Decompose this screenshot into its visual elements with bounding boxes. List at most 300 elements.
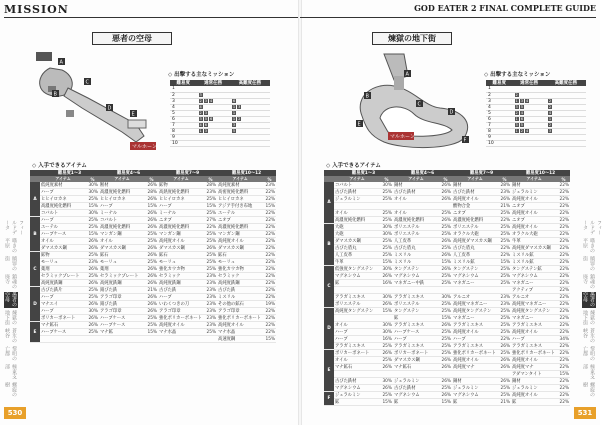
item-name: アラガミエキス: [393, 294, 439, 301]
mission-level: 5: [170, 110, 197, 116]
item-rate: 15%: [557, 371, 570, 378]
item-rate: 30%: [439, 294, 452, 301]
mission-col-hard: 高難度任務: [230, 80, 270, 86]
item-name: いわくつきの刀: [158, 301, 204, 308]
item-rate: 25%: [380, 245, 393, 252]
item-rate: 26%: [145, 301, 158, 308]
items-subheader: [324, 176, 570, 182]
item-name: 断材: [99, 182, 145, 189]
item-name: 高純度オイル: [511, 196, 557, 203]
item-name: 銅材: [452, 378, 498, 385]
mission-badge: 4: [520, 110, 523, 115]
item-rate: 22%: [557, 189, 570, 196]
item-name: アラガミエキス: [511, 322, 557, 329]
row-group-label: A: [30, 182, 40, 217]
map-point-f-label: F: [463, 137, 467, 144]
item-rate: 22%: [557, 322, 570, 329]
item-rate: 26%: [439, 217, 452, 224]
mission-badge: 3: [204, 98, 207, 103]
item-rate: 25%: [498, 308, 511, 315]
row-group-label: B: [324, 224, 334, 266]
item-name: ミスリル: [393, 252, 439, 259]
row-group-label: E: [30, 322, 40, 343]
item-name: ハーブ: [393, 336, 439, 343]
item-row: [324, 245, 570, 252]
map-start-label: マルホーン: [132, 144, 157, 150]
item-name: ポリエステル: [334, 301, 380, 308]
item-rate: 25%: [86, 287, 99, 294]
item-rate: 22%: [263, 294, 276, 301]
item-row: [324, 315, 570, 322]
item-name: アラゴ印章: [217, 308, 263, 315]
item-rate: 25%: [380, 189, 393, 196]
item-rate: 22%: [204, 224, 217, 231]
mission-level: 3: [486, 98, 513, 104]
item-rate: 25%: [380, 196, 393, 203]
item-rate: 22%: [557, 231, 570, 238]
mission-badge: 1: [232, 104, 236, 109]
mission-badge: 2: [548, 122, 552, 127]
item-rate: 15%: [439, 259, 452, 266]
header-title-left: MISSION: [4, 3, 69, 16]
subheader-item: アイテム: [334, 176, 380, 182]
mission-normal: [513, 140, 546, 146]
mission-badge: 6: [204, 122, 207, 127]
mission-level: 6: [170, 116, 197, 122]
item-name: ハーブケース: [99, 315, 145, 322]
mission-badge: 5: [204, 116, 207, 121]
mission-level: 8: [486, 128, 513, 134]
item-rate: 23%: [263, 182, 276, 189]
item-name: ダマスカス鋼: [99, 245, 145, 252]
item-rate: 22%: [498, 336, 511, 343]
item-name: マグネシウム: [511, 273, 557, 280]
item-name: 高純度鉄鋼: [158, 280, 204, 287]
item-name: ミスリル鉱: [511, 259, 557, 266]
item-name: 高純度オイル: [452, 196, 498, 203]
item-rate: 26%: [380, 350, 393, 357]
item-rate: 22%: [557, 315, 570, 322]
page-number: 530: [4, 407, 26, 419]
item-rate: 22%: [557, 280, 570, 287]
item-rate: [439, 371, 452, 378]
item-name: 高純度マネガニー: [452, 301, 498, 308]
item-name: ミーナル: [158, 210, 204, 217]
page-number: 531: [574, 407, 596, 419]
item-rate: 25%: [145, 231, 158, 238]
item-rate: 26%: [86, 301, 99, 308]
item-rate: 22%: [557, 238, 570, 245]
item-rate: 22%: [557, 357, 570, 364]
mission-badge: 6: [520, 116, 523, 121]
item-rate: 25%: [204, 252, 217, 259]
item-rate: 25%: [204, 210, 217, 217]
item-name: 古びた鉄: [158, 287, 204, 294]
item-rate: 15%: [86, 203, 99, 210]
side-index-label: 煉獄の地下街: [4, 310, 17, 325]
item-rate: 26%: [439, 392, 452, 399]
item-rate: 22%: [263, 217, 276, 224]
item-name: マナ鉱石: [393, 364, 439, 371]
item-name: オイル: [334, 322, 380, 329]
item-rate: 26%: [439, 189, 452, 196]
item-rate: 22%: [263, 196, 276, 203]
item-rate: 25%: [439, 210, 452, 217]
item-rate: 23%: [204, 322, 217, 329]
side-index-label: 蒼氷の峡谷: [582, 328, 595, 343]
item-name: 銅材: [393, 182, 439, 189]
item-name: ハーブケース: [40, 231, 86, 238]
item-name: ジュラルミン: [334, 392, 380, 399]
map-point-b-label: B: [365, 93, 369, 100]
item-name: 人工皮革: [334, 252, 380, 259]
item-rate: 22%: [557, 273, 570, 280]
item-row: [30, 322, 276, 329]
missions-body: [486, 86, 586, 146]
item-rate: 25%: [498, 224, 511, 231]
item-rate: 30%: [380, 294, 393, 301]
item-rate: 15%: [380, 259, 393, 266]
item-rate: 22%: [557, 224, 570, 231]
item-name: [40, 336, 86, 343]
item-name: ジュラルミン: [452, 385, 498, 392]
row-group-label: B: [30, 217, 40, 252]
item-rate: 26%: [439, 252, 452, 259]
item-name: 酸物合金: [452, 203, 498, 210]
item-name: マナエイ: [40, 301, 86, 308]
item-name: マナ水晶: [158, 329, 204, 336]
item-rate: [86, 336, 99, 343]
item-name: 高濃度純化燃料: [99, 189, 145, 196]
item-rate: 26%: [86, 280, 99, 287]
item-rate: [204, 336, 217, 343]
item-name: ハーブ: [158, 203, 204, 210]
item-rate: 22%: [263, 322, 276, 329]
item-name: 古びた盾丸: [334, 245, 380, 252]
item-row: [30, 217, 276, 224]
item-rate: 25%: [498, 329, 511, 336]
item-name: ジュラルミン: [511, 385, 557, 392]
item-rate: 30%: [86, 210, 99, 217]
item-row: [30, 301, 276, 308]
item-row: [324, 287, 570, 294]
item-name: コバルト: [334, 182, 380, 189]
item-rate: 25%: [204, 231, 217, 238]
item-rate: 23%: [204, 308, 217, 315]
item-rate: 22%: [557, 245, 570, 252]
item-name: 高純度オイル: [158, 238, 204, 245]
item-name: 高純度オイル: [217, 238, 263, 245]
item-name: 高純度鉄鋼: [40, 280, 86, 287]
item-name: 古びた鉄材: [452, 189, 498, 196]
item-name: アラゴ印章: [99, 294, 145, 301]
item-name: 鉱: [393, 399, 439, 406]
item-name: アラガミエキス: [393, 343, 439, 350]
side-index-label: 黎明の亡都: [4, 346, 17, 361]
item-name: オイル: [99, 238, 145, 245]
item-name: ミーナル: [99, 210, 145, 217]
item-name: 薬剤: [40, 266, 86, 273]
item-name: ポリカーボネート: [334, 350, 380, 357]
item-rate: 23%: [204, 273, 217, 280]
item-row: [30, 336, 276, 343]
item-rate: 26%: [86, 315, 99, 322]
item-rate: 26%: [498, 196, 511, 203]
item-name: ニオブ: [452, 210, 498, 217]
item-row: [324, 357, 570, 364]
item-rate: 16%: [380, 280, 393, 287]
item-name: 高純度オイル: [217, 322, 263, 329]
item-rate: 21%: [145, 287, 158, 294]
item-rate: 22%: [557, 294, 570, 301]
mission-row: [170, 140, 270, 146]
item-rate: 26%: [498, 357, 511, 364]
item-name: アダマンタイト: [511, 371, 557, 378]
item-rate: 26%: [439, 357, 452, 364]
area-map: [26, 46, 166, 158]
mission-badge: 2: [515, 110, 518, 115]
item-rate: [380, 371, 393, 378]
item-rate: 22%: [263, 245, 276, 252]
item-name: 高純度素材: [217, 182, 263, 189]
item-name: 鉱石: [217, 252, 263, 259]
row-group-label: E: [324, 350, 334, 392]
mission-badge: 3: [548, 128, 552, 133]
item-rate: 25%: [380, 238, 393, 245]
item-name: ヒヒイロカネ: [158, 196, 204, 203]
item-rate: 26%: [86, 322, 99, 329]
item-row: [324, 329, 570, 336]
item-row: [30, 287, 276, 294]
item-rate: 25%: [86, 273, 99, 280]
item-rate: 25%: [204, 266, 217, 273]
item-rate: 22%: [557, 287, 570, 294]
item-name: ニオブ: [511, 217, 557, 224]
area-title: 煉獄の地下街: [372, 32, 452, 45]
item-rate: [439, 203, 452, 210]
item-name: アラゴ印章: [158, 308, 204, 315]
item-rate: 25%: [498, 231, 511, 238]
side-index-label: 極東支部: [4, 364, 17, 379]
mission-level: 10: [170, 140, 197, 146]
side-index-label: 黎明の亡都: [582, 346, 595, 361]
item-rate: 15%: [380, 399, 393, 406]
mission-badge: 3: [199, 92, 202, 97]
item-name: マナ鉱石: [40, 322, 86, 329]
item-rate: 26%: [145, 273, 158, 280]
row-group-label: C: [324, 266, 334, 308]
item-name: ダマスカス鋼: [334, 238, 380, 245]
item-rate: [380, 203, 393, 210]
item-rate: 26%: [439, 182, 452, 189]
item-rate: 26%: [145, 308, 158, 315]
item-rate: 26%: [145, 266, 158, 273]
mission-level: 2: [486, 92, 513, 98]
item-name: 大砲: [334, 224, 380, 231]
item-name: ハーブ: [511, 336, 557, 343]
mission-level: 1: [486, 86, 513, 92]
item-rate: 21%: [498, 203, 511, 210]
side-index: [4, 220, 24, 400]
item-name: マネガニー: [511, 315, 557, 322]
item-name: アラガミエキス: [511, 343, 557, 350]
item-rate: 26%: [380, 301, 393, 308]
item-rate: 30%: [380, 182, 393, 189]
mission-badge: 4: [199, 104, 202, 109]
item-rate: 26%: [86, 245, 99, 252]
item-name: 薬剤: [99, 266, 145, 273]
item-name: マグネシウム: [393, 273, 439, 280]
item-row: [324, 336, 570, 343]
item-rate: 22%: [557, 350, 570, 357]
item-rate: 25%: [204, 259, 217, 266]
item-name: 銅材: [452, 182, 498, 189]
item-rate: 26%: [145, 224, 158, 231]
item-rate: 22%: [557, 266, 570, 273]
item-rate: 22%: [263, 189, 276, 196]
side-index-label: 鎮魂の廃寺: [4, 274, 17, 289]
side-index-label: 贖罪の街: [582, 256, 595, 271]
mission-badge: 3: [238, 104, 241, 109]
item-name: ハーブ: [40, 294, 86, 301]
item-rate: 30%: [380, 231, 393, 238]
mission-row: [486, 140, 586, 146]
mission-badge: 1: [232, 116, 236, 121]
mission-badge: 1: [199, 128, 202, 133]
item-name: 人工皮革: [452, 252, 498, 259]
item-name: コバルト: [40, 210, 86, 217]
item-name: オイル: [393, 210, 439, 217]
item-rate: 30%: [380, 378, 393, 385]
item-name: [393, 371, 439, 378]
missions-heading-text: 出撃する主なミッション: [174, 72, 235, 78]
item-rate: 25%: [145, 315, 158, 322]
item-rate: 27%: [204, 217, 217, 224]
item-row: [30, 224, 276, 231]
group-1-3: 難易度1〜3: [334, 170, 393, 176]
item-rate: 30%: [86, 182, 99, 189]
item-row: [324, 322, 570, 329]
item-rate: 22%: [498, 252, 511, 259]
item-rate: 25%: [145, 238, 158, 245]
mission-level: 2: [170, 92, 197, 98]
item-name: ハーブケース: [393, 329, 439, 336]
item-name: 高純度オイル: [158, 322, 204, 329]
item-rate: 22%: [557, 308, 570, 315]
side-index-label: 愚者の空母: [4, 292, 17, 307]
mission-badge: 4: [209, 98, 213, 103]
item-name: 古びた鉄材: [393, 385, 439, 392]
item-name: 古びた鉄片: [40, 287, 86, 294]
side-index-label: 贖罪の街: [4, 256, 17, 271]
mission-col-lv: 難易度: [486, 80, 513, 86]
item-rate: 22%: [263, 238, 276, 245]
mission-badge: 4: [525, 128, 529, 133]
group-4-6: 難易度4〜6: [393, 170, 452, 176]
item-rate: 25%: [498, 210, 511, 217]
item-rate: 25%: [86, 224, 99, 231]
item-rate: 22%: [557, 329, 570, 336]
mission-badge: 2: [515, 92, 518, 97]
mission-level: 5: [486, 110, 513, 116]
item-rate: 15%: [145, 329, 158, 336]
item-rate: 25%: [439, 245, 452, 252]
mission-badge: 1: [515, 116, 518, 121]
item-name: 高純度マナ: [452, 364, 498, 371]
items-heading: ◇ 入手できるアイテム: [32, 163, 87, 169]
item-rate: 25%: [439, 329, 452, 336]
item-rate: 26%: [145, 217, 158, 224]
subheader-pct: %: [204, 176, 217, 182]
item-rate: 26%: [439, 238, 452, 245]
items-body: [324, 182, 570, 406]
item-row: [324, 399, 570, 406]
item-name: マネガニー: [452, 315, 498, 322]
mission-level: 7: [170, 122, 197, 128]
item-name: 高純度タングステン: [452, 308, 498, 315]
item-name: 高純度オイル: [511, 224, 557, 231]
mission-badge: 2: [520, 128, 523, 133]
item-rate: 26%: [380, 273, 393, 280]
item-name: 鉱: [511, 399, 557, 406]
item-name: アラガミエキス: [334, 294, 380, 301]
item-row: [30, 189, 276, 196]
item-row: [324, 266, 570, 273]
item-rate: 25%: [86, 294, 99, 301]
item-name: オラクル大砲: [452, 231, 498, 238]
item-row: [30, 308, 276, 315]
item-rate: 15%: [498, 259, 511, 266]
subheader-item: アイテム: [511, 176, 557, 182]
item-name: タングステン: [393, 308, 439, 315]
item-row: [30, 196, 276, 203]
item-name: ヒヒイロカネ: [99, 196, 145, 203]
item-name: マナ鉱: [99, 329, 145, 336]
subheader-item: アイテム: [452, 176, 498, 182]
item-name: その他の鉱石: [217, 301, 263, 308]
row-group-label: C: [30, 252, 40, 287]
items-table: [30, 170, 276, 343]
item-rate: 26%: [145, 245, 158, 252]
row-group-label: F: [324, 392, 334, 406]
item-rate: 22%: [557, 399, 570, 406]
item-name: モーリュ: [158, 259, 204, 266]
mission-col-lv: 難易度: [170, 80, 197, 86]
side-index: [582, 220, 602, 400]
item-rate: 26%: [380, 385, 393, 392]
item-name: セラミックプレート: [99, 273, 145, 280]
item-name: ダマスカス鋼: [393, 357, 439, 364]
item-name: 高純度オイル: [511, 392, 557, 399]
item-rate: 25%: [380, 343, 393, 350]
mission-badge: 6: [209, 116, 213, 121]
item-rate: 30%: [380, 322, 393, 329]
item-rate: 22%: [557, 343, 570, 350]
mission-level: 3: [170, 98, 197, 104]
item-rate: 26%: [204, 245, 217, 252]
item-rate: 22%: [557, 301, 570, 308]
item-name: 高純度オイル: [511, 210, 557, 217]
item-name: 高濃度純化燃料: [393, 217, 439, 224]
item-name: アジア手付き布地: [217, 203, 263, 210]
item-rate: 25%: [498, 273, 511, 280]
group-1-3: 難易度1〜3: [40, 170, 99, 176]
item-name: アラガミエキス: [334, 343, 380, 350]
missions-heading: ◇ 出撃する主なミッション: [168, 72, 235, 78]
item-rate: 22%: [498, 245, 511, 252]
item-name: 高濃度純化燃料: [40, 203, 86, 210]
item-name: ポリエステル: [393, 301, 439, 308]
